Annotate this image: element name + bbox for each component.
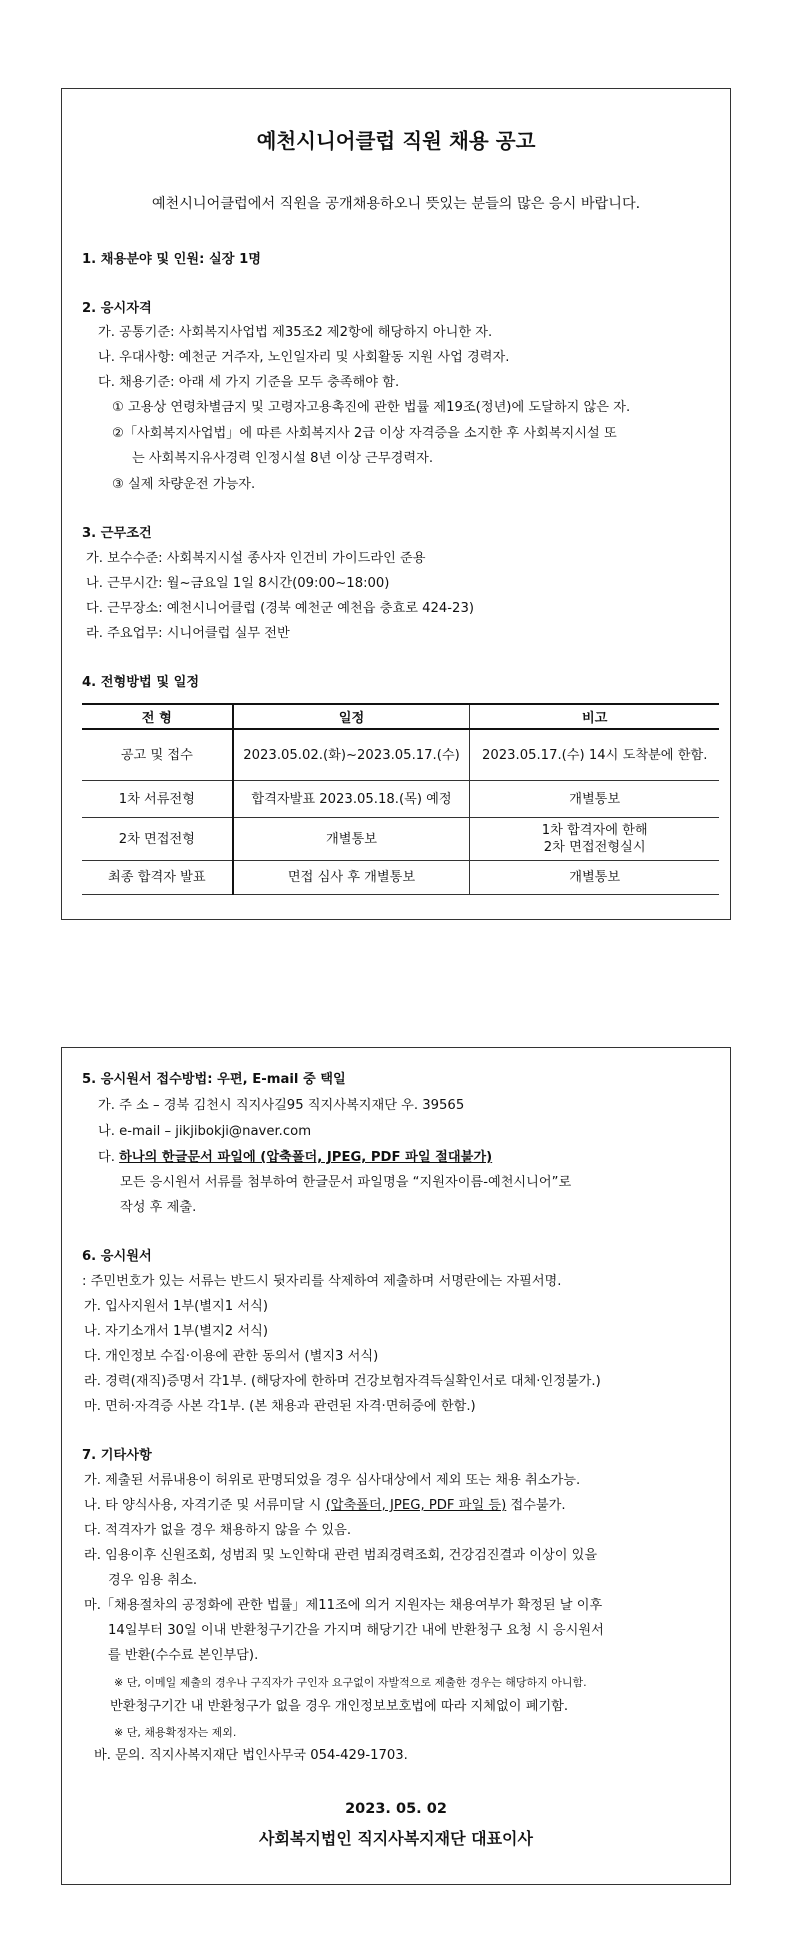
section-3-item-d: 라. 주요업무: 시니어클럽 실무 전반 [86, 626, 290, 641]
section-2-criterion-2: ②「사회복지사업법」에 따른 사회복지사 2급 이상 자격증을 소지한 후 사회복지시설 또 [112, 426, 617, 441]
table-header-cell: 일정 [233, 704, 470, 729]
section-7-item-b-suffix: 접수불가. [506, 1498, 566, 1513]
table-cell: 면접 심사 후 개별통보 [233, 861, 470, 895]
section-6-item-b: 나. 자기소개서 1부(별지2 서식) [84, 1324, 268, 1339]
section-6-item-a: 가. 입사지원서 1부(별지1 서식) [84, 1299, 268, 1314]
section-1-heading: 1. 채용분야 및 인원: 실장 1명 [82, 252, 261, 267]
section-7-item-a: 가. 제출된 서류내용이 허위로 판명되었을 경우 심사대상에서 제외 또는 채용 취소가능. [84, 1473, 581, 1488]
notice-intro: 예천시니어클럽에서 직원을 공개채용하오니 뜻있는 분들의 많은 응시 바랍니다. [151, 196, 641, 212]
section-2-heading: 2. 응시자격 [82, 301, 152, 316]
section-7-item-d: 라. 임용이후 신원조회, 성범죄 및 노인학대 관련 범죄경력조회, 건강검진결과 이상이 있을 [84, 1548, 598, 1563]
table-cell: 개별통보 [470, 861, 719, 895]
section-7-item-d-cont: 경우 임용 취소. [108, 1573, 198, 1588]
table-cell: 2023.05.17.(수) 14시 도착분에 한함. [470, 729, 719, 781]
section-5-item-a: 가. 주 소 – 경북 김천시 직지사길95 직지사복지재단 우. 39565 [98, 1098, 465, 1113]
notice-page-2 [61, 1047, 731, 1885]
section-6-note: : 주민번호가 있는 서류는 반드시 뒷자리를 삭제하여 제출하며 서명란에는 자필서명. [82, 1274, 562, 1289]
section-7-item-e-line3: 를 반환(수수료 본인부담). [108, 1648, 259, 1663]
section-3-heading: 3. 근무조건 [82, 526, 152, 541]
section-3-item-a: 가. 보수수준: 사회복지시설 종사자 인건비 가이드라인 준용 [86, 551, 426, 566]
section-6-heading: 6. 응시원서 [82, 1249, 152, 1264]
section-2-item-a: 가. 공통기준: 사회복지사업법 제35조2 제2항에 해당하지 아니한 자. [98, 325, 493, 340]
section-7-item-b [84, 1497, 566, 1515]
section-5-item-c-emphasis: 하나의 한글문서 파일에 (압축폴더, JPEG, PDF 파일 절대불가) [119, 1150, 493, 1165]
section-5-item-c-line3: 작성 후 제출. [120, 1200, 197, 1215]
schedule-table [82, 703, 719, 895]
table-row [82, 861, 719, 895]
table-cell: 최종 합격자 발표 [82, 861, 233, 895]
section-5-item-c-line2: 모든 응시원서 서류를 첨부하여 한글문서 파일명을 “지원자이름-예천시니어”로 [120, 1175, 572, 1190]
section-7-heading: 7. 기타사항 [82, 1448, 152, 1463]
section-6-item-e: 마. 면허·자격증 사본 각1부. (본 채용과 관련된 자격·면허증에 한함.) [84, 1399, 476, 1414]
section-3-item-b: 나. 근무시간: 월~금요일 1일 8시간(09:00~18:00) [86, 576, 390, 591]
table-header-cell: 전 형 [82, 704, 233, 729]
section-6-item-d: 라. 경력(재직)증명서 각1부. (해당자에 한하며 건강보험자격득실확인서로 대체·인정불가.) [84, 1374, 601, 1389]
section-5-item-c [98, 1149, 492, 1167]
table-cell: 개별통보 [470, 781, 719, 818]
section-2-criterion-1: ① 고용상 연령차별금지 및 고령자고용촉진에 관한 법률 제19조(정년)에 도달하지 않은 자. [112, 400, 631, 415]
section-5-heading: 5. 응시원서 접수방법: 우편, E-mail 중 택일 [82, 1072, 346, 1087]
section-6-item-c: 다. 개인정보 수집·이용에 관한 동의서 (별지3 서식) [84, 1349, 379, 1364]
notice-date: 2023. 05. 02 [345, 1801, 447, 1817]
section-7-item-e: 마.「채용절차의 공정화에 관한 법률」제11조에 의거 지원자는 채용여부가 확정된 날 이후 [84, 1598, 603, 1613]
section-7-item-e-line5: 반환청구기간 내 반환청구가 없을 경우 개인정보보호법에 따라 지체없이 폐기함. [110, 1699, 569, 1714]
section-2-item-c: 다. 채용기준: 아래 세 가지 기준을 모두 충족해야 함. [98, 375, 400, 390]
table-row [82, 818, 719, 861]
table-cell: 합격자발표 2023.05.18.(목) 예정 [233, 781, 470, 818]
table-cell: 공고 및 접수 [82, 729, 233, 781]
notice-page-1 [61, 88, 731, 920]
table-header-row [82, 704, 719, 729]
section-5-item-b: 나. e-mail – jikjibokji@naver.com [98, 1124, 312, 1139]
section-3-item-c: 다. 근무장소: 예천시니어클럽 (경북 예천군 예천읍 충효로 424-23) [86, 601, 474, 616]
notice-title: 예천시니어클럽 직원 채용 공고 [256, 129, 536, 153]
table-cell-line: 1차 합격자에 한해 [541, 823, 648, 838]
table-row [82, 729, 719, 781]
table-cell: 2차 면접전형 [82, 818, 233, 861]
section-4-heading: 4. 전형방법 및 일정 [82, 675, 200, 690]
table-header-cell: 비고 [470, 704, 719, 729]
section-5-item-c-prefix: 다. [98, 1150, 120, 1165]
section-7-item-f: 바. 문의. 직지사복지재단 법인사무국 054-429-1703. [94, 1748, 408, 1763]
section-7-item-e-line2: 14일부터 30일 이내 반환청구기간을 가지며 해당기간 내에 반환청구 요청 시 응시원서 [108, 1623, 604, 1638]
issuer-name: 사회복지법인 직지사복지재단 대표이사 [259, 1829, 533, 1848]
section-2-criterion-2-cont: 는 사회복지유사경력 인정시설 8년 이상 근무경력자. [132, 451, 434, 466]
section-7-item-c: 다. 적격자가 없을 경우 채용하지 않을 수 있음. [84, 1523, 352, 1538]
section-7-item-b-emphasis: (압축폴더, JPEG, PDF 파일 등) [325, 1498, 507, 1513]
section-7-item-e-footnote-2: ※ 단, 채용확정자는 제외. [114, 1726, 237, 1739]
table-row [82, 781, 719, 818]
section-2-item-b: 나. 우대사항: 예천군 거주자, 노인일자리 및 사회활동 지원 사업 경력자. [98, 350, 510, 365]
table-cell-multiline [470, 818, 719, 861]
section-7-item-e-footnote-1: ※ 단, 이메일 제출의 경우나 구직자가 구인자 요구없이 자발적으로 제출한 경우는 해당하지 아니함. [114, 1676, 587, 1689]
section-2-criterion-3: ③ 실제 차량운전 가능자. [112, 477, 256, 492]
table-cell: 개별통보 [233, 818, 470, 861]
section-7-item-b-prefix: 나. 타 양식사용, 자격기준 및 서류미달 시 [84, 1498, 326, 1513]
table-cell: 2023.05.02.(화)~2023.05.17.(수) [233, 729, 470, 781]
table-cell: 1차 서류전형 [82, 781, 233, 818]
table-cell-line: 2차 면접전형실시 [543, 840, 646, 855]
